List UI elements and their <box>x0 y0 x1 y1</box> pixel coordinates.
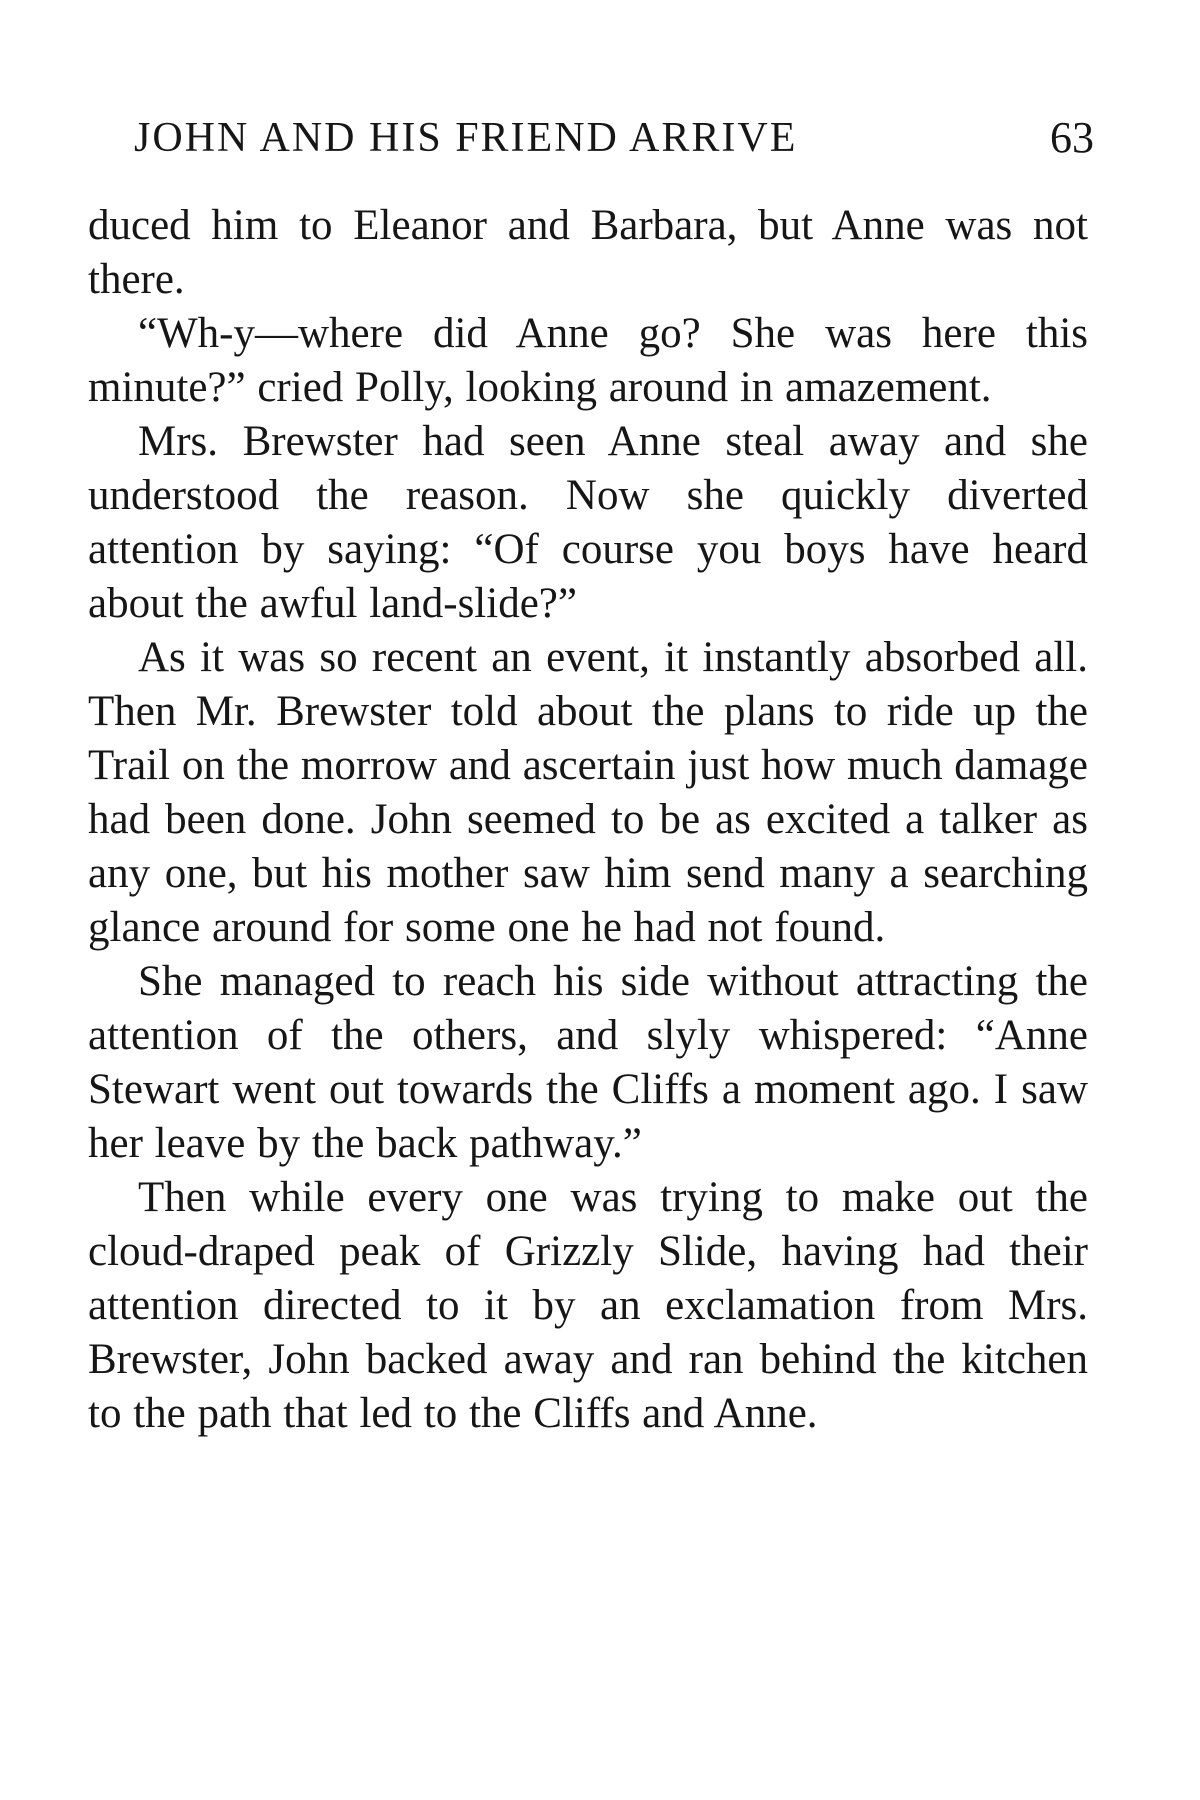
paragraph: She managed to reach his side without attracting the attention of the others, and slyly whispered: “Anne Stewart went out towards the Cliffs a moment ago. I saw her leave by the back pathway.” <box>88 958 1088 1167</box>
paragraph: As it was so recent an event, it instantly absorbed all. Then Mr. Brewster told about the plans to ride up the Trail on the morrow and ascertain just how much damage had been done. John seemed to be as excited a talker as any one, but his mother saw him send many a searching glance around for some one he had not found. <box>88 634 1088 951</box>
paragraph: Then while every one was trying to make out the cloud-draped peak of Grizzly Slide, having had their attention directed to it by an exclamation from Mrs. Brewster, John backed away and ran behind the kitchen to the path that led to the Cliffs and Anne. <box>88 1174 1088 1437</box>
running-head: JOHN AND HIS FRIEND ARRIVE <box>134 115 798 161</box>
page-number: 63 <box>1050 113 1094 162</box>
paragraph: Mrs. Brewster had seen Anne steal away and she understood the reason. Now she quickly diverted attention by saying: “Of course you boys have heard about the awful land-slide?” <box>88 418 1088 627</box>
paragraph-continued: duced him to Eleanor and Barbara, but Anne was not there. <box>88 202 1088 303</box>
body-text <box>88 199 1088 1441</box>
paragraph: “Wh-y—where did Anne go? She was here this minute?” cried Polly, looking around in amazement. <box>88 310 1088 411</box>
page-header <box>134 108 1094 168</box>
